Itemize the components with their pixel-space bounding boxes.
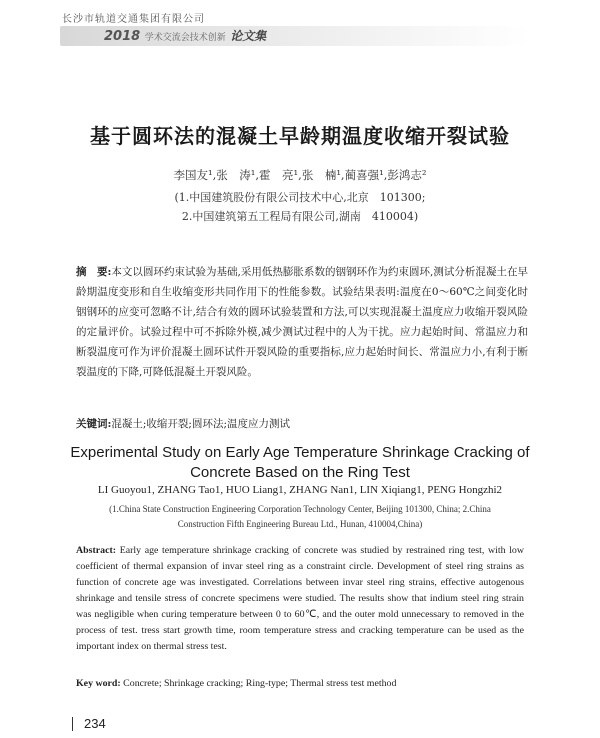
abstract-cn [76, 262, 528, 382]
abstract-en-label: Abstract: [76, 545, 117, 556]
abstract-en-text: Early age temperature shrinkage cracking of concrete was studied by restrained ring test, with low coefficient of thermal expansion of invar steel ring as a constraint circle. Development of steel ring strains as function of concrete age was investigated. Correlations between invar steel ring strains, effective autogenous shrinkage and tensile stress of concrete specimens were studied. The results show that indium steel ring strain was negligible when curing temperature between 0 to 60℃, and the outer mold unnecessary to removed in the process of test. tress start growth time, room temperature stress and cracking temperature can be used as the important index on thermal stress test. [76, 545, 525, 652]
header-banner-text [104, 27, 266, 44]
header-year: 2018 [104, 29, 141, 44]
header-collection: 论文集 [230, 29, 267, 43]
affiliation-cn-1: (1.中国建筑股份有限公司技术中心,北京 101300; [174, 191, 426, 204]
header-event: 学术交流会技术创新 [144, 33, 226, 43]
paper-title-en-line1: Experimental Study on Early Age Temperature Shrinkage Cracking of [70, 444, 530, 461]
keywords-en-label: Key word: [76, 678, 121, 689]
keywords-en [76, 678, 524, 689]
keywords-en-text: Concrete; Shrinkage cracking; Ring-type; Thermal stress test method [123, 678, 397, 689]
abstract-cn-label: 摘 要: [76, 266, 112, 278]
affiliation-en [84, 502, 516, 532]
paper-title-en [0, 443, 600, 483]
authors-en: LI Guoyou1, ZHANG Tao1, HUO Liang1, ZHANG Nan1, LIN Xiqiang1, PENG Hongzhi2 [97, 484, 503, 496]
header-company: 长沙市轨道交通集团有限公司 [62, 14, 205, 25]
abstract-cn-text: 本文以圆环约束试验为基础,采用低热膨胀系数的铟钢环作为约束圆环,测试分析混凝土在早龄期温度变形和自生收缩变形共同作用下的性能参数。试验结果表明:温度在0～60℃之间变化时铟钢环的应变可忽略不计,结合有效的圆环试验装置和方法,可以实现混凝土温度应力收缩开裂风险的定量评价。试验过程中可不拆除外模,减少测试过程中的人为干扰。应力起始时间、常温应力和断裂温度可作为评价混凝土圆环试件开裂风险的重要指标,应力起始时间长、常温应力小,有利于断裂温度的下降,可降低混凝土开裂风险。 [76, 266, 528, 378]
abstract-en [76, 543, 524, 655]
affiliation-cn-2: 2.中国建筑第五工程局有限公司,湖南 410004) [181, 210, 419, 223]
affiliation-en-1: (1.China State Construction Engineering Corporation Technology Center, Beijing 101300, China; 2.China [109, 504, 491, 514]
paper-title-en-line2: Concrete Based on the Ring Test [190, 464, 410, 481]
header-banner [60, 26, 530, 46]
page-number: 234 [84, 716, 106, 731]
affiliation-en-2: Construction Fifth Engineering Bureau Ltd., Hunan, 410004,China) [177, 519, 423, 529]
keywords-cn-text: 混凝土;收缩开裂;圆环法;温度应力测试 [111, 418, 291, 430]
keywords-cn [76, 416, 528, 431]
page-number-divider [72, 717, 73, 731]
authors-cn: 李国友¹,张 涛¹,霍 亮¹,张 楠¹,蔺喜强¹,彭鸿志² [173, 168, 427, 182]
paper-title-cn: 基于圆环法的混凝土早龄期温度收缩开裂试验 [90, 124, 510, 148]
keywords-cn-label: 关键词: [76, 418, 112, 430]
